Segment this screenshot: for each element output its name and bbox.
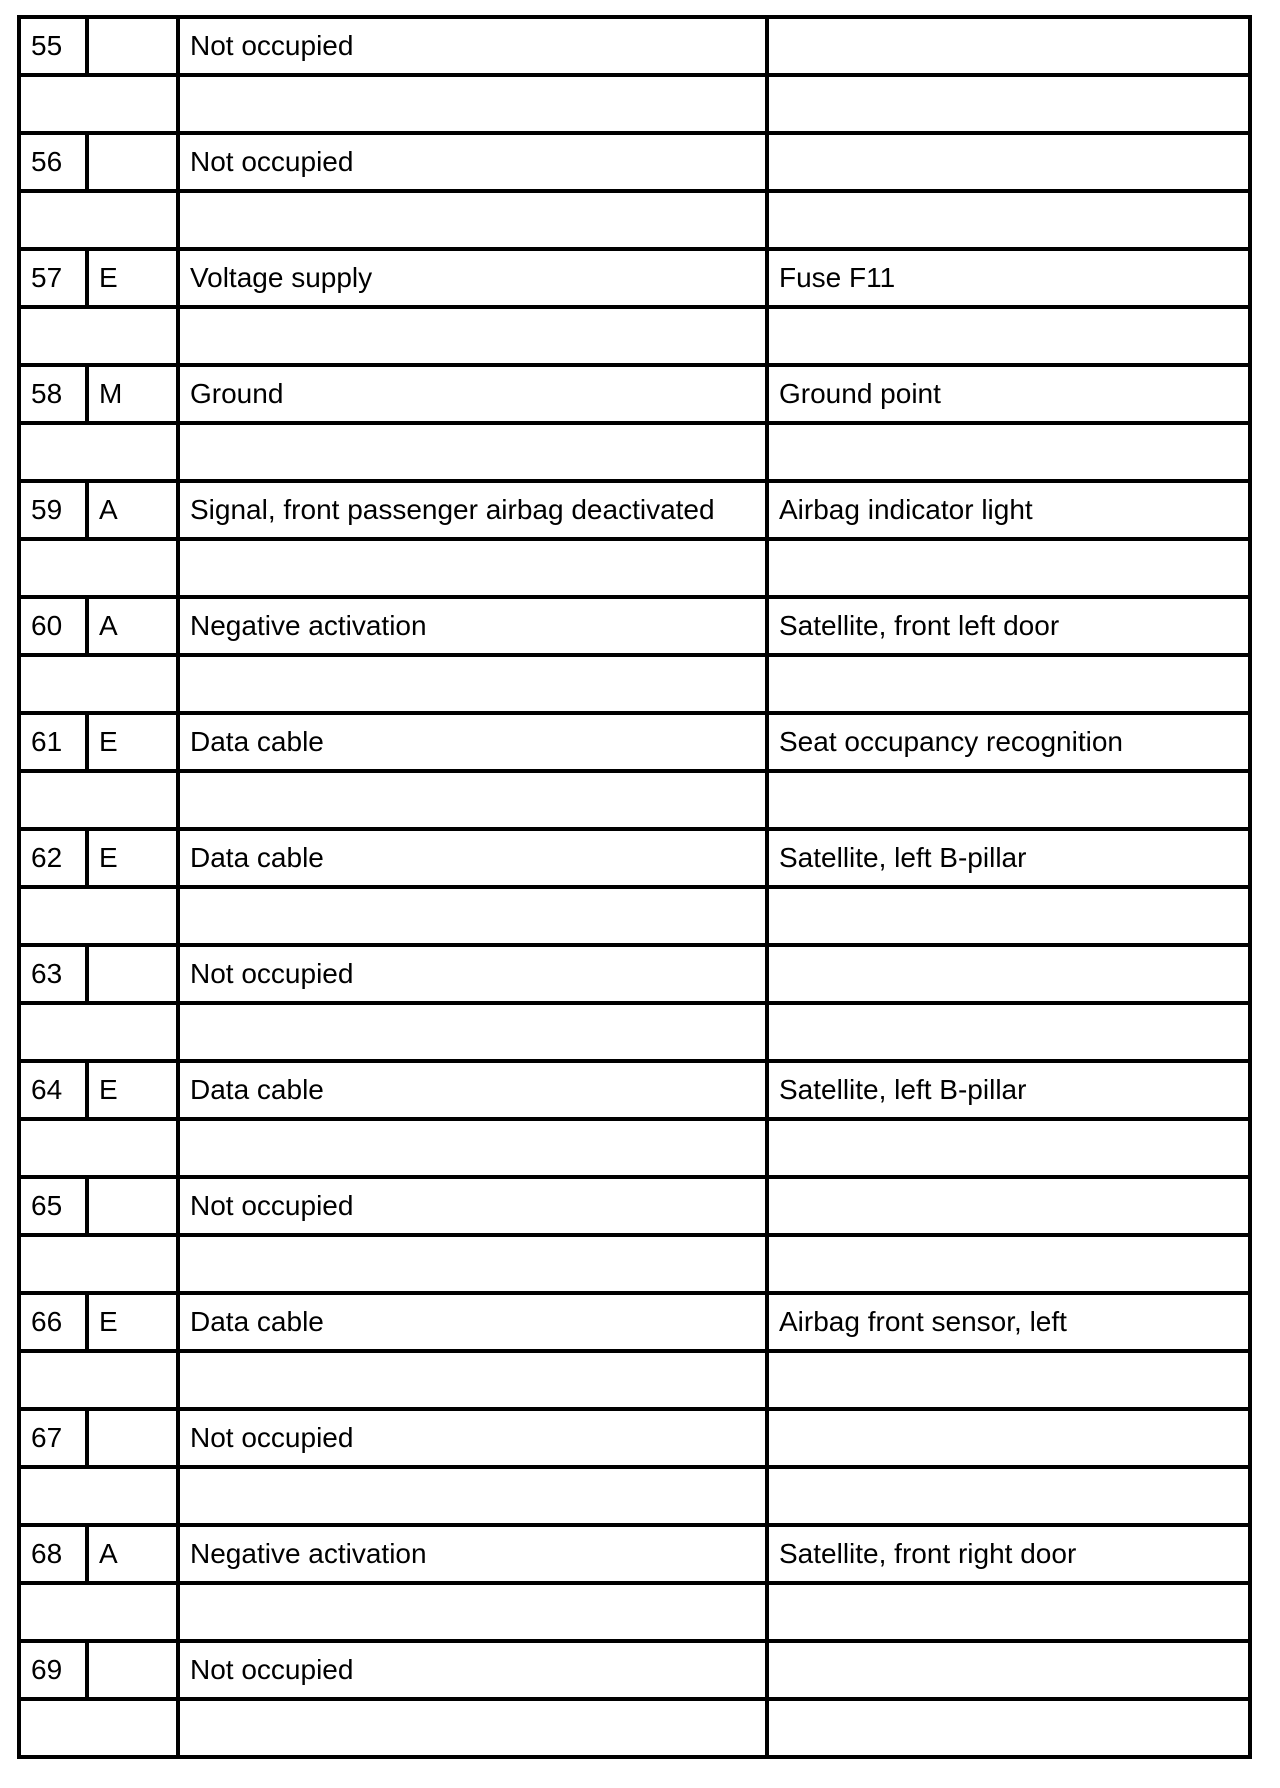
spacer-row — [19, 1003, 1250, 1061]
empty-cell — [178, 307, 767, 365]
signal-type-cell — [87, 1177, 178, 1235]
function-cell: Not occupied — [178, 1641, 767, 1699]
function-cell: Not occupied — [178, 17, 767, 75]
empty-cell — [19, 655, 178, 713]
spacer-row — [19, 1583, 1250, 1641]
empty-cell — [178, 1467, 767, 1525]
signal-type-cell — [87, 945, 178, 1003]
function-cell: Negative activation — [178, 1525, 767, 1583]
empty-cell — [19, 1583, 178, 1641]
function-cell: Voltage supply — [178, 249, 767, 307]
function-cell: Data cable — [178, 1061, 767, 1119]
connection-cell — [767, 1177, 1250, 1235]
connection-cell: Ground point — [767, 365, 1250, 423]
pin-number-cell: 60 — [19, 597, 87, 655]
empty-cell — [178, 1235, 767, 1293]
pin-number-cell: 66 — [19, 1293, 87, 1351]
empty-cell — [767, 771, 1250, 829]
pin-number-cell: 57 — [19, 249, 87, 307]
empty-cell — [178, 771, 767, 829]
connection-cell: Airbag front sensor, left — [767, 1293, 1250, 1351]
signal-type-cell — [87, 17, 178, 75]
connection-cell: Satellite, left B-pillar — [767, 829, 1250, 887]
function-cell: Data cable — [178, 829, 767, 887]
signal-type-cell: M — [87, 365, 178, 423]
pin-number-cell: 58 — [19, 365, 87, 423]
spacer-row — [19, 1699, 1250, 1757]
function-cell: Ground — [178, 365, 767, 423]
empty-cell — [767, 75, 1250, 133]
empty-cell — [178, 1351, 767, 1409]
connection-cell — [767, 1641, 1250, 1699]
table-row — [19, 365, 1250, 423]
table-row — [19, 249, 1250, 307]
pin-assignment-table — [17, 15, 1252, 1759]
spacer-row — [19, 771, 1250, 829]
function-cell: Signal, front passenger airbag deactivated — [178, 481, 767, 539]
spacer-row — [19, 307, 1250, 365]
pin-number-cell: 61 — [19, 713, 87, 771]
table-row — [19, 1177, 1250, 1235]
empty-cell — [19, 1235, 178, 1293]
empty-cell — [178, 655, 767, 713]
empty-cell — [767, 1235, 1250, 1293]
table-row — [19, 1525, 1250, 1583]
function-cell: Negative activation — [178, 597, 767, 655]
signal-type-cell: E — [87, 1061, 178, 1119]
empty-cell — [767, 539, 1250, 597]
function-cell: Data cable — [178, 713, 767, 771]
spacer-row — [19, 655, 1250, 713]
signal-type-cell — [87, 1641, 178, 1699]
connection-cell — [767, 945, 1250, 1003]
pin-number-cell: 59 — [19, 481, 87, 539]
connection-cell: Satellite, front right door — [767, 1525, 1250, 1583]
empty-cell — [767, 655, 1250, 713]
connection-cell — [767, 17, 1250, 75]
empty-cell — [767, 1119, 1250, 1177]
empty-cell — [767, 423, 1250, 481]
pin-rows — [19, 17, 1250, 1757]
table-row — [19, 829, 1250, 887]
empty-cell — [767, 1351, 1250, 1409]
pin-number-cell: 68 — [19, 1525, 87, 1583]
pin-number-cell: 69 — [19, 1641, 87, 1699]
connection-cell — [767, 1409, 1250, 1467]
function-cell: Not occupied — [178, 133, 767, 191]
empty-cell — [178, 539, 767, 597]
signal-type-cell: E — [87, 713, 178, 771]
pin-number-cell: 67 — [19, 1409, 87, 1467]
connection-cell: Satellite, front left door — [767, 597, 1250, 655]
table-row — [19, 713, 1250, 771]
table-row — [19, 1641, 1250, 1699]
table-row — [19, 1061, 1250, 1119]
signal-type-cell: E — [87, 1293, 178, 1351]
empty-cell — [178, 887, 767, 945]
empty-cell — [767, 1699, 1250, 1757]
spacer-row — [19, 191, 1250, 249]
empty-cell — [178, 191, 767, 249]
signal-type-cell: E — [87, 249, 178, 307]
table-row — [19, 481, 1250, 539]
signal-type-cell: A — [87, 1525, 178, 1583]
empty-cell — [19, 1351, 178, 1409]
empty-cell — [767, 307, 1250, 365]
empty-cell — [19, 1003, 178, 1061]
function-cell: Data cable — [178, 1293, 767, 1351]
empty-cell — [767, 191, 1250, 249]
empty-cell — [767, 1583, 1250, 1641]
empty-cell — [19, 1699, 178, 1757]
signal-type-cell: A — [87, 481, 178, 539]
connection-cell: Seat occupancy recognition — [767, 713, 1250, 771]
table-row — [19, 945, 1250, 1003]
pin-number-cell: 55 — [19, 17, 87, 75]
empty-cell — [19, 75, 178, 133]
empty-cell — [19, 423, 178, 481]
pin-number-cell: 65 — [19, 1177, 87, 1235]
table-row — [19, 133, 1250, 191]
empty-cell — [178, 1699, 767, 1757]
function-cell: Not occupied — [178, 945, 767, 1003]
pin-number-cell: 62 — [19, 829, 87, 887]
pin-number-cell: 64 — [19, 1061, 87, 1119]
spacer-row — [19, 1467, 1250, 1525]
spacer-row — [19, 1235, 1250, 1293]
connection-cell: Satellite, left B-pillar — [767, 1061, 1250, 1119]
empty-cell — [178, 1119, 767, 1177]
empty-cell — [178, 75, 767, 133]
signal-type-cell: A — [87, 597, 178, 655]
signal-type-cell: E — [87, 829, 178, 887]
connection-cell — [767, 133, 1250, 191]
empty-cell — [178, 1003, 767, 1061]
spacer-row — [19, 1119, 1250, 1177]
function-cell: Not occupied — [178, 1177, 767, 1235]
empty-cell — [19, 307, 178, 365]
spacer-row — [19, 539, 1250, 597]
spacer-row — [19, 423, 1250, 481]
spacer-row — [19, 887, 1250, 945]
signal-type-cell — [87, 133, 178, 191]
empty-cell — [19, 1119, 178, 1177]
table-row — [19, 17, 1250, 75]
signal-type-cell — [87, 1409, 178, 1467]
pin-number-cell: 56 — [19, 133, 87, 191]
spacer-row — [19, 75, 1250, 133]
empty-cell — [19, 539, 178, 597]
pin-number-cell: 63 — [19, 945, 87, 1003]
table-row — [19, 1293, 1250, 1351]
connection-cell: Fuse F11 — [767, 249, 1250, 307]
empty-cell — [767, 1467, 1250, 1525]
empty-cell — [19, 1467, 178, 1525]
empty-cell — [178, 423, 767, 481]
empty-cell — [19, 887, 178, 945]
empty-cell — [767, 887, 1250, 945]
empty-cell — [767, 1003, 1250, 1061]
spacer-row — [19, 1351, 1250, 1409]
table-row — [19, 1409, 1250, 1467]
empty-cell — [178, 1583, 767, 1641]
function-cell: Not occupied — [178, 1409, 767, 1467]
table-row — [19, 597, 1250, 655]
empty-cell — [19, 771, 178, 829]
connection-cell: Airbag indicator light — [767, 481, 1250, 539]
empty-cell — [19, 191, 178, 249]
